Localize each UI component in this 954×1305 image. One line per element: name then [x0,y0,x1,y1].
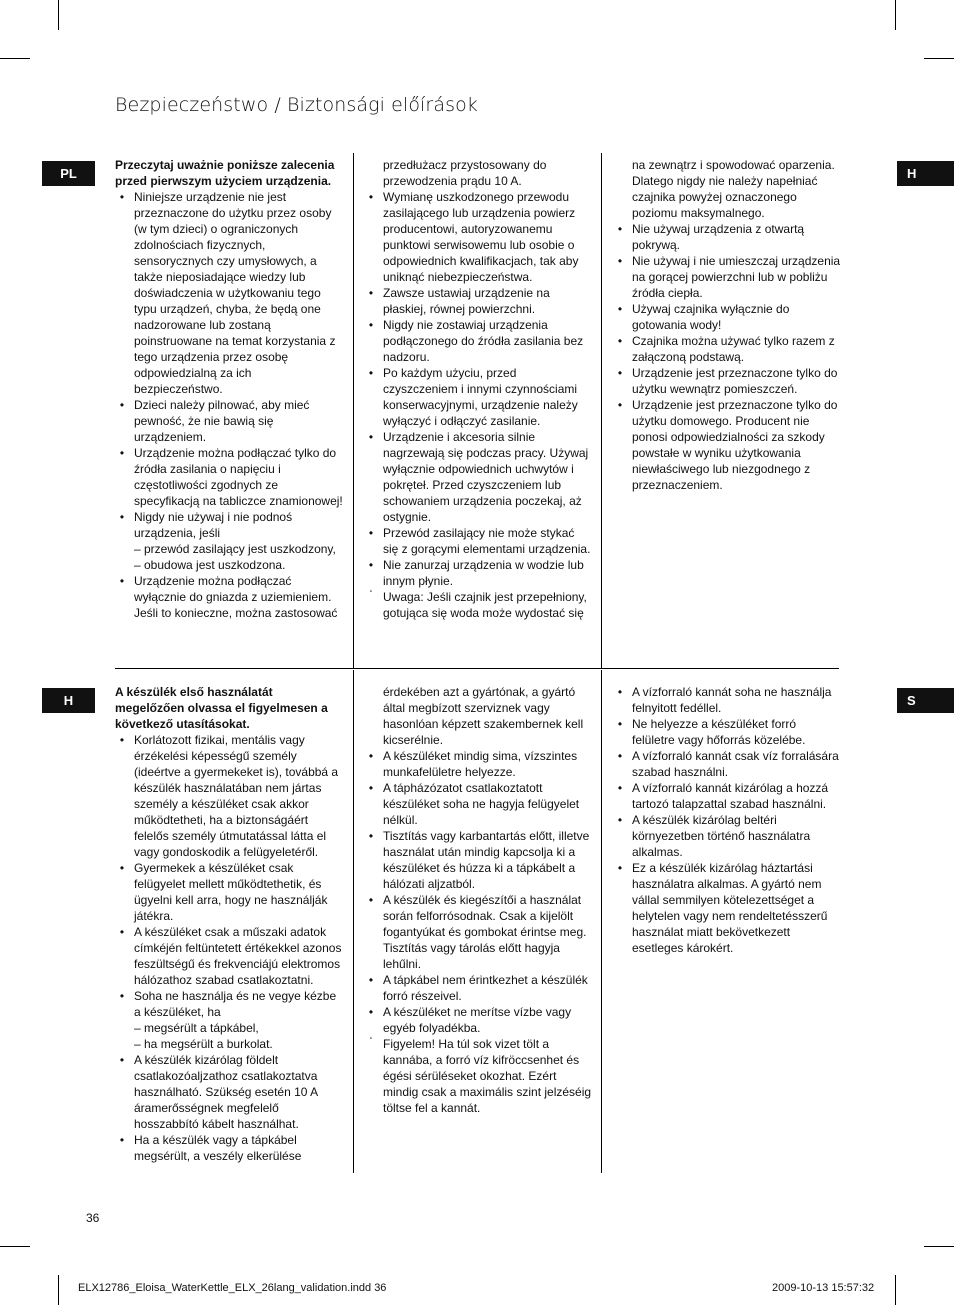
list-item: • Nie używaj urządzenia z otwartą pokrywą. [613,221,841,253]
hu-list-3 [613,684,841,956]
list-item: • Urządzenie i akcesoria silnie nagrzewają się podczas pracy. Używaj wyłącznie odpowiednich uchwytów i pokręteł. Przed czyszczeniem lub schowaniem urządzenia poczekaj, aż ostygnie. [364,429,592,525]
hu-list-1 [115,732,343,1164]
hu-continuation: érdekében azt a gyártónak, a gyártó által megbízott szerviznek vagy hasonlóan képzett szakembernek kell kicserélnie. [383,685,584,747]
list-item: • Używaj czajnika wyłącznie do gotowania wody! [613,301,841,333]
crop-mark [924,1246,954,1247]
page-title: Bezpieczeństwo / Biztonsági előírások [115,94,478,116]
list-item: • Gyermekek a készüléket csak felügyelet mellett működtethetik, és ügyelni kell arra, hogy ne használják játékra. [115,860,343,924]
column-divider [601,153,602,668]
list-item: • Ez a készülék kizárólag háztartási használatra alkalmas. A gyártó nem vállal semmilyen kötelezettséget a helytelen vagy nem rendeltetésszerű használat miatt bekövetkezett esetleges károkért. [613,860,841,956]
list-item: • Po każdym użyciu, przed czyszczeniem i innymi czynnościami konserwacyjnymi, urządzenie należy wyłączyć i odłączyć zasilanie. [364,365,592,429]
list-item: • Przewód zasilający nie może stykać się z gorącymi elementami urządzenia. [364,525,592,557]
pl-continuation: na zewnątrz i spowodować oparzenia. Dlatego nigdy nie należy napełniać czajnika powyżej oznaczonego poziomu maksymalnego. [632,158,835,220]
list-item: • A vízforraló kannát csak víz forralására szabad használni. [613,748,841,780]
pl-continuation: przedłużacz przystosowany do przewodzenia prądu 10 A. [383,158,547,188]
list-item: • Urządzenie jest przeznaczone tylko do użytku domowego. Producent nie ponosi odpowiedzialności za szkody powstałe w wyniku użytkowania niewłaściwego lub niezgodnego z przeznaczeniem. [613,397,841,493]
list-item: • A készüléket ne merítse vízbe vagy egyéb folyadékba. [364,1004,592,1036]
list-item: • Tisztítás vagy karbantartás előtt, illetve használat után mindig kapcsolja ki a készüléket és húzza ki a tápkábelt a hálózati aljzatból. [364,828,592,892]
lang-tab-pl: PL [42,161,95,186]
list-item: • Nigdy nie zostawiaj urządzenia podłączonego do źródła zasilania bez nadzoru. [364,317,592,365]
list-item: • A készülék és kiegészítői a használat során felforrósodnak. Csak a kijelölt fogantyúkat és gombokat érintse meg. Tisztítás vagy tárolás előtt hagyja lehűlni. [364,892,592,972]
crop-mark [58,1275,59,1305]
list-item: • A készülék kizárólag beltéri környezetben történő használatra alkalmas. [613,812,841,860]
pl-list-3 [613,221,841,493]
crop-mark [58,0,59,30]
hu-warning: ʻ Figyelem! Ha túl sok vizet tölt a kannába, a forró víz kifröccsenhet és égési sérüléseket okozhat. Ezért mindig csak a maximális szint jelzéséig töltse fel a kannát. [364,1036,592,1116]
list-item: • Urządzenie jest przeznaczone tylko do użytku wewnątrz pomieszczeń. [613,365,841,397]
list-item: • A tápházózatot csatlakoztatott készüléket soha ne hagyja felügyelet nélkül. [364,780,592,828]
edge-tab-s: S [897,688,954,713]
page-number: 36 [86,1211,100,1225]
list-item: • Ha a készülék vagy a tápkábel megsérült, a veszély elkerülése [115,1132,343,1164]
list-item: • A tápkábel nem érintkezhet a készülék forró részeivel. [364,972,592,1004]
pl-warning: ʻ Uwaga: Jeśli czajnik jest przepełniony, gotująca się woda może wydostać się [364,589,592,621]
list-item: • Nigdy nie używaj i nie podnoś urządzenia, jeśli – przewód zasilający jest uszkodzony, – obudowa jest uszkodzona. [115,509,343,573]
pl-heading: Przeczytaj uważnie poniższe zalecenia przed pierwszym użyciem urządzenia. [115,158,335,188]
footer-filename: ELX12786_Eloisa_WaterKettle_ELX_26lang_validation.indd 36 [78,1282,387,1294]
section-divider [115,668,839,669]
list-item: • Urządzenie można podłączać wyłącznie do gniazda z uziemieniem. Jeśli to konieczne, można zastosować [115,573,343,621]
list-item: • Wymianę uszkodzonego przewodu zasilającego lub urządzenia powierz producentowi, autoryzowanemu punktowi serwisowemu lub osobie o odpowiednich kwalifikacjach, tak aby uniknąć niebezpieczeństwa. [364,189,592,285]
list-item: • Zawsze ustawiaj urządzenie na płaskiej, równej powierzchni. [364,285,592,317]
pl-column-2 [364,157,592,621]
hu-column-2 [364,684,592,1116]
hu-column-3 [613,684,841,956]
list-item: • Nie zanurzaj urządzenia w wodzie lub innym płynie. [364,557,592,589]
list-item: • Ne helyezze a készüléket forró felületre vagy hőforrás közelébe. [613,716,841,748]
list-item: • Dzieci należy pilnować, aby mieć pewność, że nie bawią się urządzeniem. [115,397,343,445]
pl-list-1 [115,189,343,621]
hu-heading: A készülék első használatát megelőzően olvassa el figyelmesen a következő utasításokat. [115,685,328,731]
hu-column-1 [115,684,343,1164]
list-item: • Korlátozott fizikai, mentális vagy érzékelési képességű személy (ideértve a gyermekeket is), továbbá a készülék használatában nem jártas személy a készüléket csak akkor működtetheti, ha a biztonságáért felelős személy útmutatással látta el vagy gondoskodik a felügyeletéről. [115,732,343,860]
list-item: • A készülék kizárólag földelt csatlakozóaljzathoz csatlakoztatva használható. Szükség esetén 10 A áramerősségnek megfelelő hosszabbító kábelt használhat. [115,1052,343,1132]
column-divider [353,670,354,1173]
list-item: • A készüléket csak a műszaki adatok címkéjén feltüntetett értékekkel azonos feszültségű és frekvenciájú elektromos hálózathoz szabad csatlakoztatni. [115,924,343,988]
list-item: • A vízforraló kannát kizárólag a hozzá tartozó talapzattal szabad használni. [613,780,841,812]
hu-list-2 [364,748,592,1036]
list-item: • A vízforraló kannát soha ne használja felnyitott fedéllel. [613,684,841,716]
list-item: • Soha ne használja és ne vegye kézbe a készüléket, ha – megsérült a tápkábel, – ha megsérült a burkolat. [115,988,343,1052]
pl-column-3 [613,157,841,493]
crop-mark [895,1275,896,1305]
crop-mark [0,58,30,59]
column-divider [353,153,354,668]
pl-list-2 [364,189,592,589]
pl-column-1 [115,157,343,621]
crop-mark [895,0,896,30]
list-item: • Niniejsze urządzenie nie jest przeznaczone do użytku przez osoby (w tym dzieci) o ograniczonych zdolnościach fizycznych, sensorycznych czy umysłowych, a także nieposiadające wiedzy lub doświadczenia w użytkowaniu tego typu urządzeń, chyba, że będą one nadzorowane lub zostaną poinstruowane na temat korzystania z tego urządzenia przez osobę odpowiedzialną za ich bezpieczeństwo. [115,189,343,397]
crop-mark [0,1246,30,1247]
list-item: • Nie używaj i nie umieszczaj urządzenia na gorącej powierzchni lub w pobliżu źródła ciepła. [613,253,841,301]
footer-datetime: 2009-10-13 15:57:32 [772,1282,875,1294]
column-divider [601,670,602,1173]
list-item: • A készüléket mindig sima, vízszintes munkafelületre helyezze. [364,748,592,780]
list-item: • Czajnika można używać tylko razem z załączoną podstawą. [613,333,841,365]
lang-tab-h: H [42,688,95,713]
crop-mark [924,58,954,59]
edge-tab-h: H [897,161,954,186]
list-item: • Urządzenie można podłączać tylko do źródła zasilania o napięciu i częstotliwości zgodnych ze specyfikacją na tabliczce znamionowej! [115,445,343,509]
